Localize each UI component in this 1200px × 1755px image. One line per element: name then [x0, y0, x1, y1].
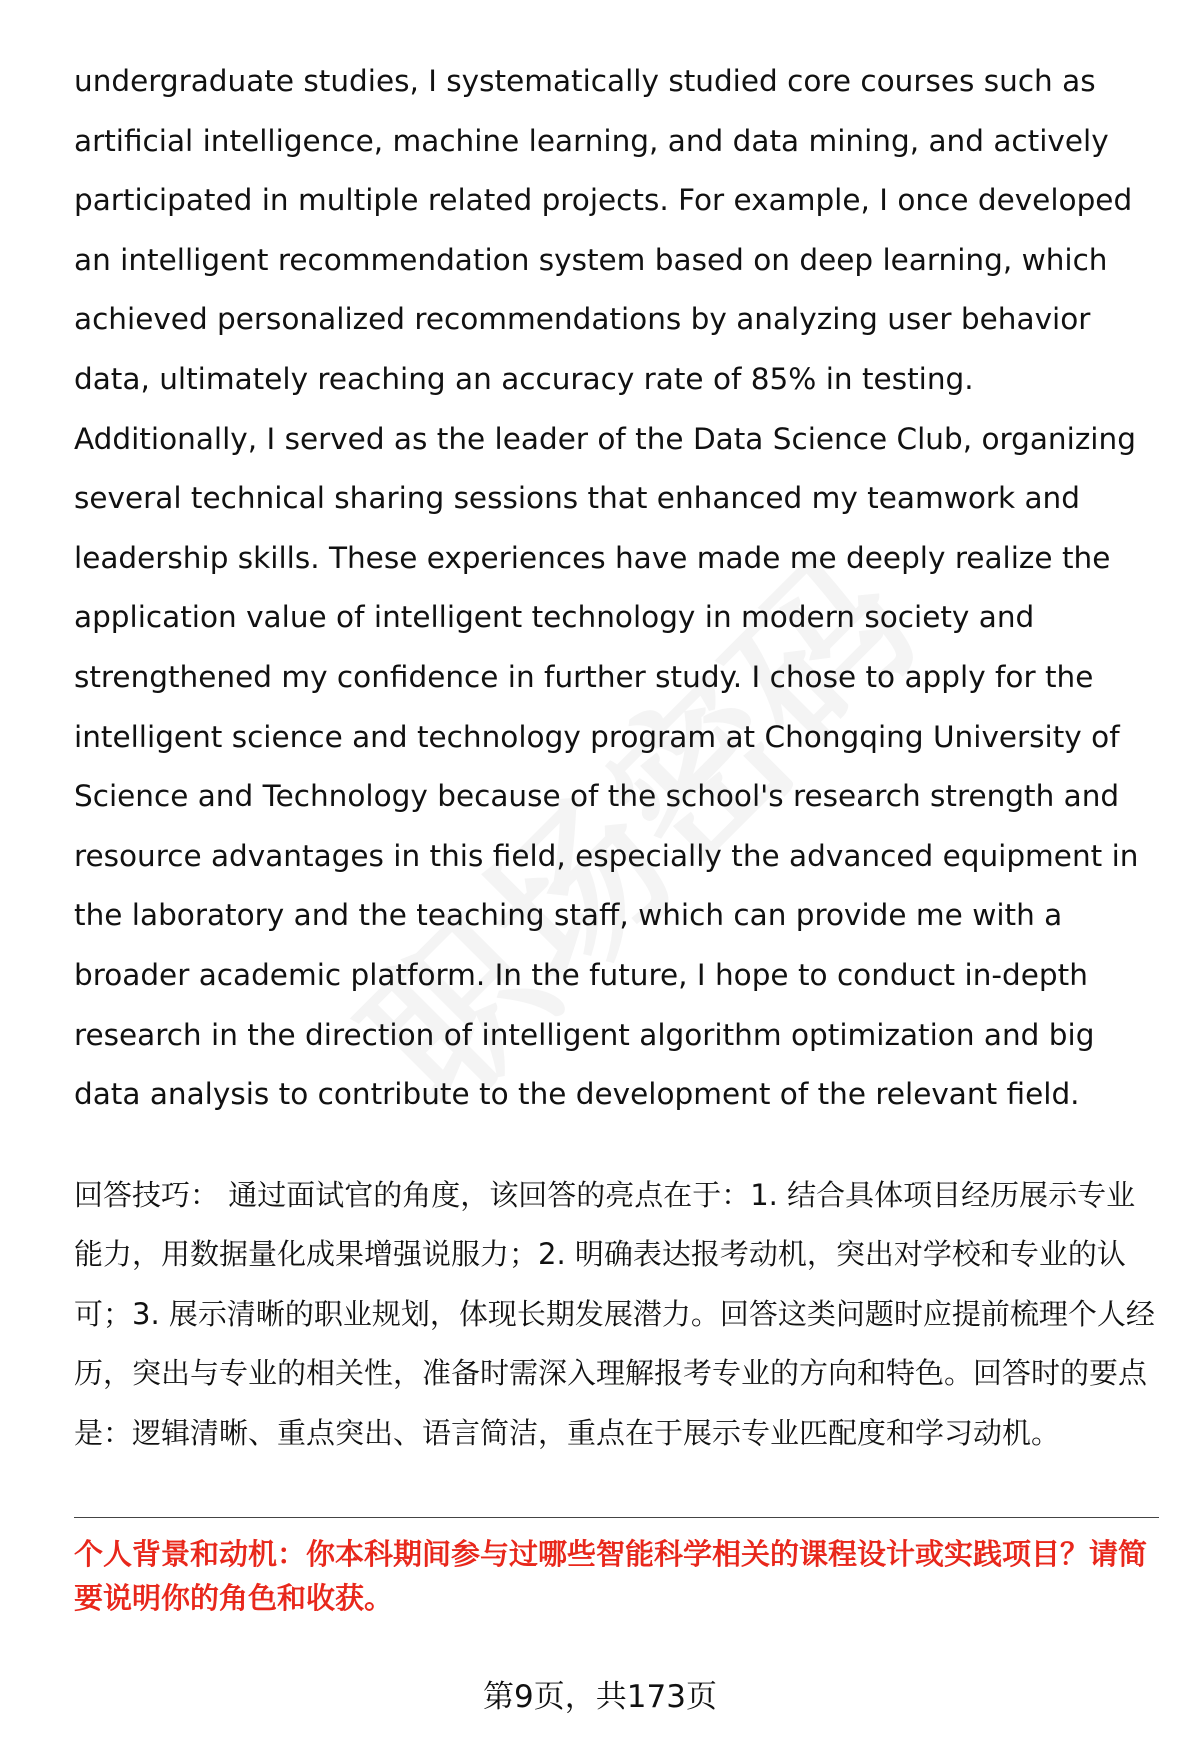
answer-paragraph: undergraduate studies, I systematically studied core courses such as artificial intelligence, machine learning, and data mining, and actively participated in multiple related projects. For example, I once developed an intelligent recommendation system based on deep learning, which achieved personalized recommendations by analyzing user behavior data, ultimately reaching an accuracy rate of 85% in testing. Additionally, I served as the leader of the Data Science Club, organizing several technical sharing sessions that enhanced my teamwork and leadership skills. These experiences have made me deeply realize the application value of intelligent technology in modern society and strengthened my confidence in further study. I chose to apply for the intelligent science and technology program at Chongqing University of Science and Technology because of the school's research strength and resource advantages in this field, especially the advanced equipment in the laboratory and the teaching staff, which can provide me with a broader academic platform. In the future, I hope to conduct in-depth research in the direction of intelligent algorithm optimization and big data analysis to contribute to the development of the relevant field. [74, 64, 1139, 1112]
page-content [74, 52, 1159, 1620]
section-divider [74, 1517, 1159, 1518]
answer-tips-paragraph: 回答技巧： 通过面试官的角度，该回答的亮点在于：1. 结合具体项目经历展示专业能力，用数据量化成果增强说服力；2. 明确表达报考动机，突出对学校和专业的认可；3. 展示清晰的职业规划，体现长期发展潜力。回答这类问题时应提前梳理个人经历，突出与专业的相关性，准备时需深入理解报考专业的方向和特色。回答时的要点是：逻辑清晰、重点突出、语言简洁，重点在于展示专业匹配度和学习动机。 [74, 1177, 1155, 1451]
next-question-heading: 个人背景和动机：你本科期间参与过哪些智能科学相关的课程设计或实践项目？请简要说明你的角色和收获。 [74, 1536, 1148, 1615]
page-number: 第9页，共173页 [483, 1679, 717, 1715]
